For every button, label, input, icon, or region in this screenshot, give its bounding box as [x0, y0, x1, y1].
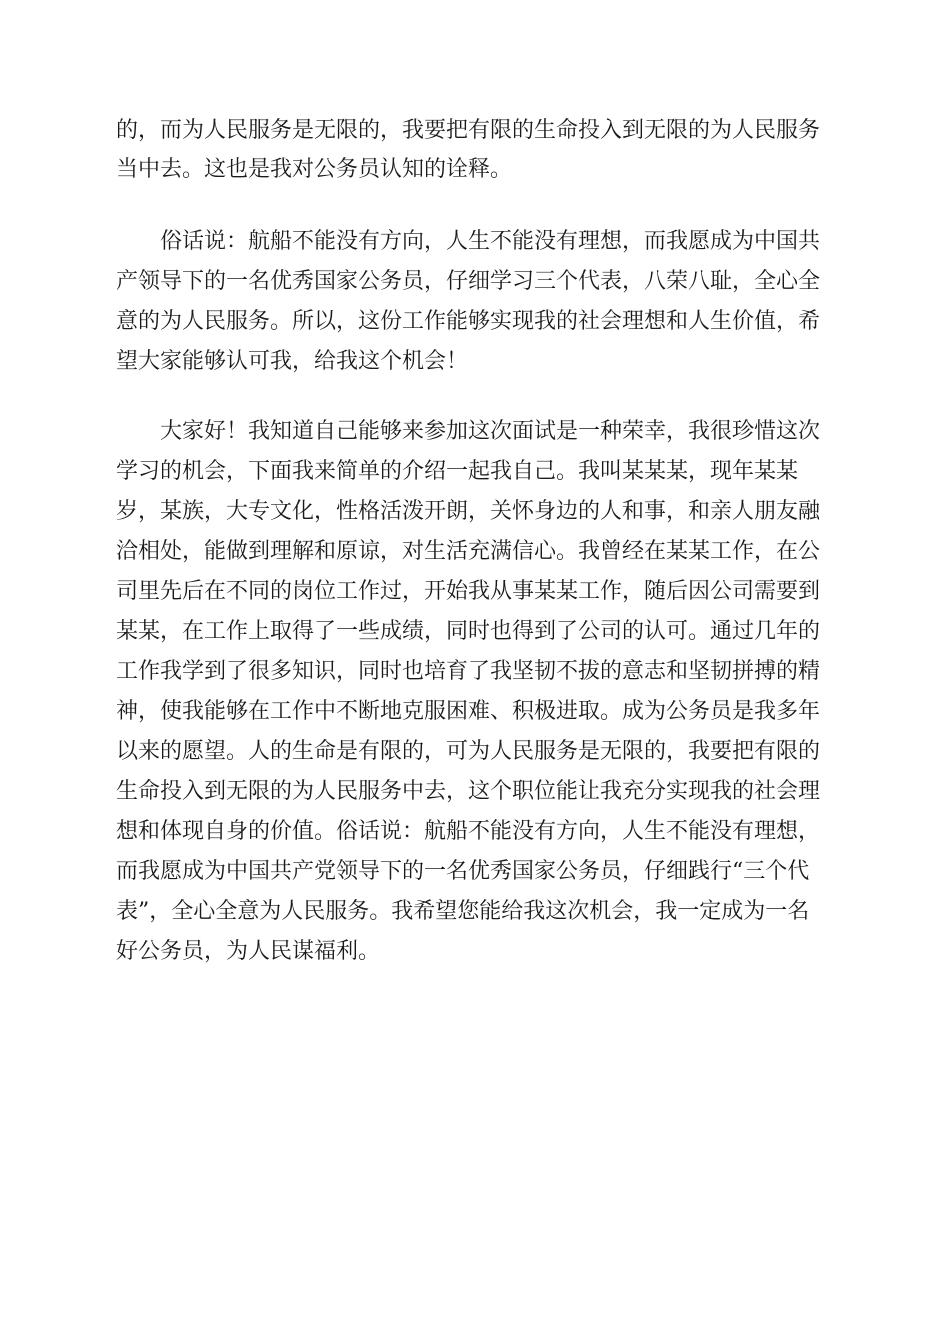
paragraph-3-line-8: 神，使我能够在工作中不断地克服困难、积极进取。成为公务员是我多年 — [116, 699, 821, 724]
paragraph-3-line-12: 而我愿成为中国共产党领导下的一名优秀国家公务员，仔细践行“三个代 — [116, 859, 810, 884]
paragraph-2-line-2: 产领导下的一名优秀国家公务员，仔细学习三个代表，八荣八耻，全心全 — [116, 269, 821, 294]
paragraph-3-line-14: 好公务员，为人民谋福利。 — [116, 939, 381, 964]
paragraph-2-line-1: 俗话说：航船不能没有方向，人生不能没有理想，而我愿成为中国共 — [160, 229, 821, 254]
paragraph-3-line-13: 表”，全心全意为人民服务。我希望您能给我这次机会，我一定成为一名 — [116, 899, 810, 924]
paragraph-3-line-11: 想和体现自身的价值。俗话说：航船不能没有方向，人生不能没有理想， — [116, 819, 821, 844]
paragraph-3-line-9: 以来的愿望。人的生命是有限的，可为人民服务是无限的，我要把有限的 — [116, 739, 821, 764]
paragraph-3-line-7: 工作我学到了很多知识，同时也培育了我坚韧不拔的意志和坚韧拼搏的精 — [116, 659, 821, 684]
paragraph-3-line-6: 某某，在工作上取得了一些成绩，同时也得到了公司的认可。通过几年的 — [116, 619, 821, 644]
paragraph-3-line-1: 大家好！我知道自己能够来参加这次面试是一种荣幸，我很珍惜这次 — [160, 419, 821, 444]
paragraph-3-line-5: 司里先后在不同的岗位工作过，开始我从事某某工作，随后因公司需要到 — [116, 579, 821, 604]
paragraph-3-line-3: 岁，某族，大专文化，性格活泼开朗，关怀身边的人和事，和亲人朋友融 — [116, 499, 821, 524]
paragraph-2-line-4: 望大家能够认可我，给我这个机会！ — [116, 349, 469, 374]
paragraph-1-line-1: 的，而为人民服务是无限的，我要把有限的生命投入到无限的为人民服务 — [116, 118, 821, 143]
paragraph-1-line-2: 当中去。这也是我对公务员认知的诠释。 — [116, 157, 513, 182]
paragraph-3-line-4: 洽相处，能做到理解和原谅，对生活充满信心。我曾经在某某工作，在公 — [116, 539, 821, 564]
paragraph-3-line-2: 学习的机会，下面我来简单的介绍一起我自己。我叫某某某，现年某某 — [116, 459, 799, 484]
paragraph-3-line-10: 生命投入到无限的为人民服务中去，这个职位能让我充分实现我的社会理 — [116, 779, 821, 804]
paragraph-2-line-3: 意的为人民服务。所以，这份工作能够实现我的社会理想和人生价值，希 — [116, 309, 821, 334]
